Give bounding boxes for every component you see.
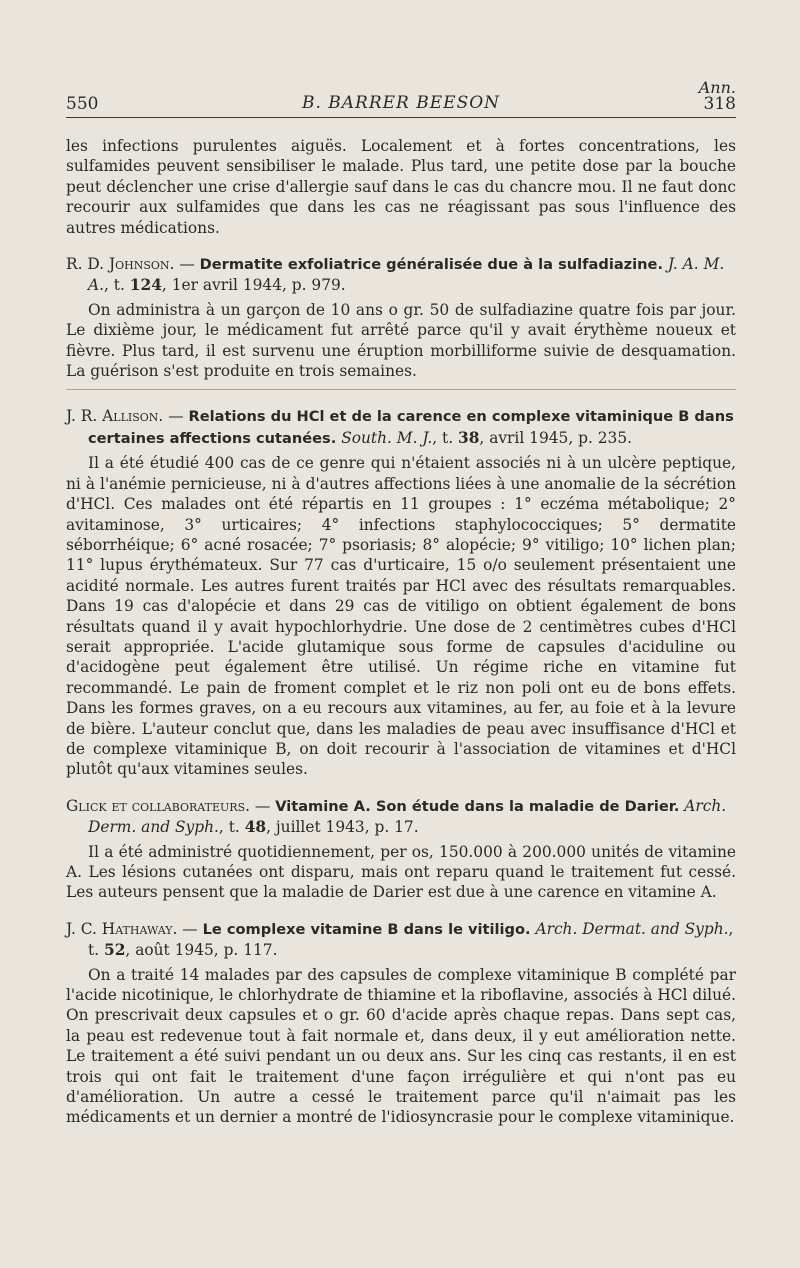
journal-name: Arch. Derm. and Syph. [88, 796, 727, 837]
author-initials: J. R. [66, 407, 98, 426]
volume: 52 [103, 941, 126, 960]
volume: 124 [129, 276, 162, 295]
author-name: Allison. [102, 407, 164, 426]
journal-name: Arch. Dermat. and Syph. [535, 919, 729, 938]
journal-name: South. M. J. [341, 428, 433, 447]
page-content [66, 136, 736, 1128]
article-title: Dermatite exfoliatrice généralisée due à la sulfadiazine. [199, 256, 663, 274]
article-title: Relations du HCl et de la carence en complexe vitaminique B dans certaines affections cutanées. [88, 408, 734, 447]
author-initials: J. C. [66, 919, 97, 938]
article-body-4: On a traité 14 malades par des capsules de complexe vitaminique B complété par l'acide nicotinique, le chlorhydrate de thiamine et la riboflavine, associés à HCl dilué. On prescrivait deux capsules et o gr. 60 d'acide après chaque repas. Dans sept cas, la peau est redevenue tout à fait normale et, dans deux, il y eut amélioration nette. Le traitement a été suivi pendant un ou deux ans. Sur les cinq cas restants, il en est trois qui ont fait le traitement d'une façon irrégulière et qui n'ont pas eu d'amélioration. Un autre a cessé le traitement parce qu'il n'aimait pas les médicaments et un dernier a montré de l'idiosyncrasie pour le complexe vitaminique. [66, 965, 736, 1127]
article-title: Le complexe vitamine B dans le vitiligo. [202, 920, 531, 938]
header-ann: Ann. [698, 78, 736, 97]
citation-date: , 1er avril 1944, p. 979. [161, 276, 346, 295]
article-body-2: Il a été étudié 400 cas de ce genre qui n'étaient associés ni à un ulcère peptique, ni à l'anémie pernicieuse, ni à d'autres affections liées à une anomalie de la sécrétion d'HCl. Ces malades ont été répartis en 11 groupes : 1° eczéma métabolique; 2° avitaminose, 3° urticaires; 4° infections staphylococciques; 5° dermatite séborrhéique; 6° acné rosacée; 7° psoriasis; 8° alopécie; 9° vitiligo; 10° lichen plan; 11° lupus érythémateux. Sur 77 cas d'urticaire, 15 o/o seulement présentaient une acidité normale. Les autres furent traités par HCl avec des résultats remarquables. Dans 19 cas d'alopécie et dans 29 cas de vitiligo on obtient également de bons résultats quand il y avait hypochlorhydrie. Une dose de 2 centimètres cubes d'HCl serait appropriée. L'acide glutamique sous forme de capsules d'aciduline ou d'acidogène peut également être utilisé. Un régime riche en vitamine fut recommandé. Le pain de froment complet et le riz non poli ont eu de bons effets. Dans les formes graves, on a eu recours aux vitamines, au fer, au foie et à la levure de bière. L'auteur conclut que, dans les maladies de peau avec insuffisance d'HCl et de complexe vitaminique B, on doit recourir à l'association de vitamines et d'HCl plutôt qu'aux vitamines seules. [66, 454, 736, 779]
citation-sep: , t. [88, 919, 734, 960]
journal-name: J. A. M. A. [88, 255, 725, 295]
author-name: Hathaway. [101, 919, 178, 938]
citation-date: , août 1945, p. 117. [125, 941, 278, 960]
article-reference-3 [66, 796, 736, 838]
author-name: Johnson. [108, 255, 175, 274]
running-author: B. BARRER BEESON [301, 93, 501, 113]
citation-date: , avril 1945, p. 235. [479, 428, 633, 447]
intro-paragraph: les infections purulentes aiguës. Localement et à fortes concentrations, les sulfamides peuvent sensibiliser le malade. Plus tard, une petite dose par la bouche peut déclencher une crise d'allergie sauf dans le cas du chancre mou. Il ne faut donc recourir aux sulfamides que dans les cas ne réagissant pas sous l'influence des autres médications. [66, 137, 736, 237]
header-rule [66, 117, 736, 118]
citation-sep: , t. [432, 428, 458, 447]
citation-sep: , t. [218, 818, 245, 837]
dash: — [177, 919, 203, 938]
article-reference-2 [66, 406, 736, 449]
volume: 48 [244, 818, 267, 837]
article-body-3: Il a été administré quotidiennement, per os, 150.000 à 200.000 unités de vitamine A. Les lésions cutanées ont disparu, mais ont reparu quand le traitement fut cessé. Les auteurs pensent que la maladie de Darier est due à une carence en vitamine A. [66, 842, 736, 902]
article-reference-4 [66, 919, 736, 961]
separator-rule [66, 389, 736, 390]
dash: — [163, 407, 189, 426]
dash: — [174, 255, 200, 274]
citation-date: , juillet 1943, p. 17. [266, 818, 419, 837]
dash: — [250, 796, 276, 815]
page-header [66, 78, 736, 128]
author-name: Glick et collaborateurs. [66, 796, 250, 815]
volume-number: 318 [703, 94, 736, 114]
article-title: Vitamine A. Son étude dans la maladie de Darier. [275, 797, 680, 815]
author-initials: R. D. [66, 255, 105, 274]
citation-sep: , t. [104, 276, 130, 295]
page-number: 550 [66, 94, 99, 114]
article-body-1: On administra à un garçon de 10 ans o gr. 50 de sulfadiazine quatre fois par jour. Le dixième jour, le médicament fut arrêté parce qu'il y avait érythème noueux et fièvre. Plus tard, il est survenu une éruption morbilliforme suivie de desquamation. La guérison s'est produite en trois semaines. [66, 300, 736, 381]
volume: 38 [457, 428, 480, 447]
article-reference-1 [66, 254, 736, 296]
